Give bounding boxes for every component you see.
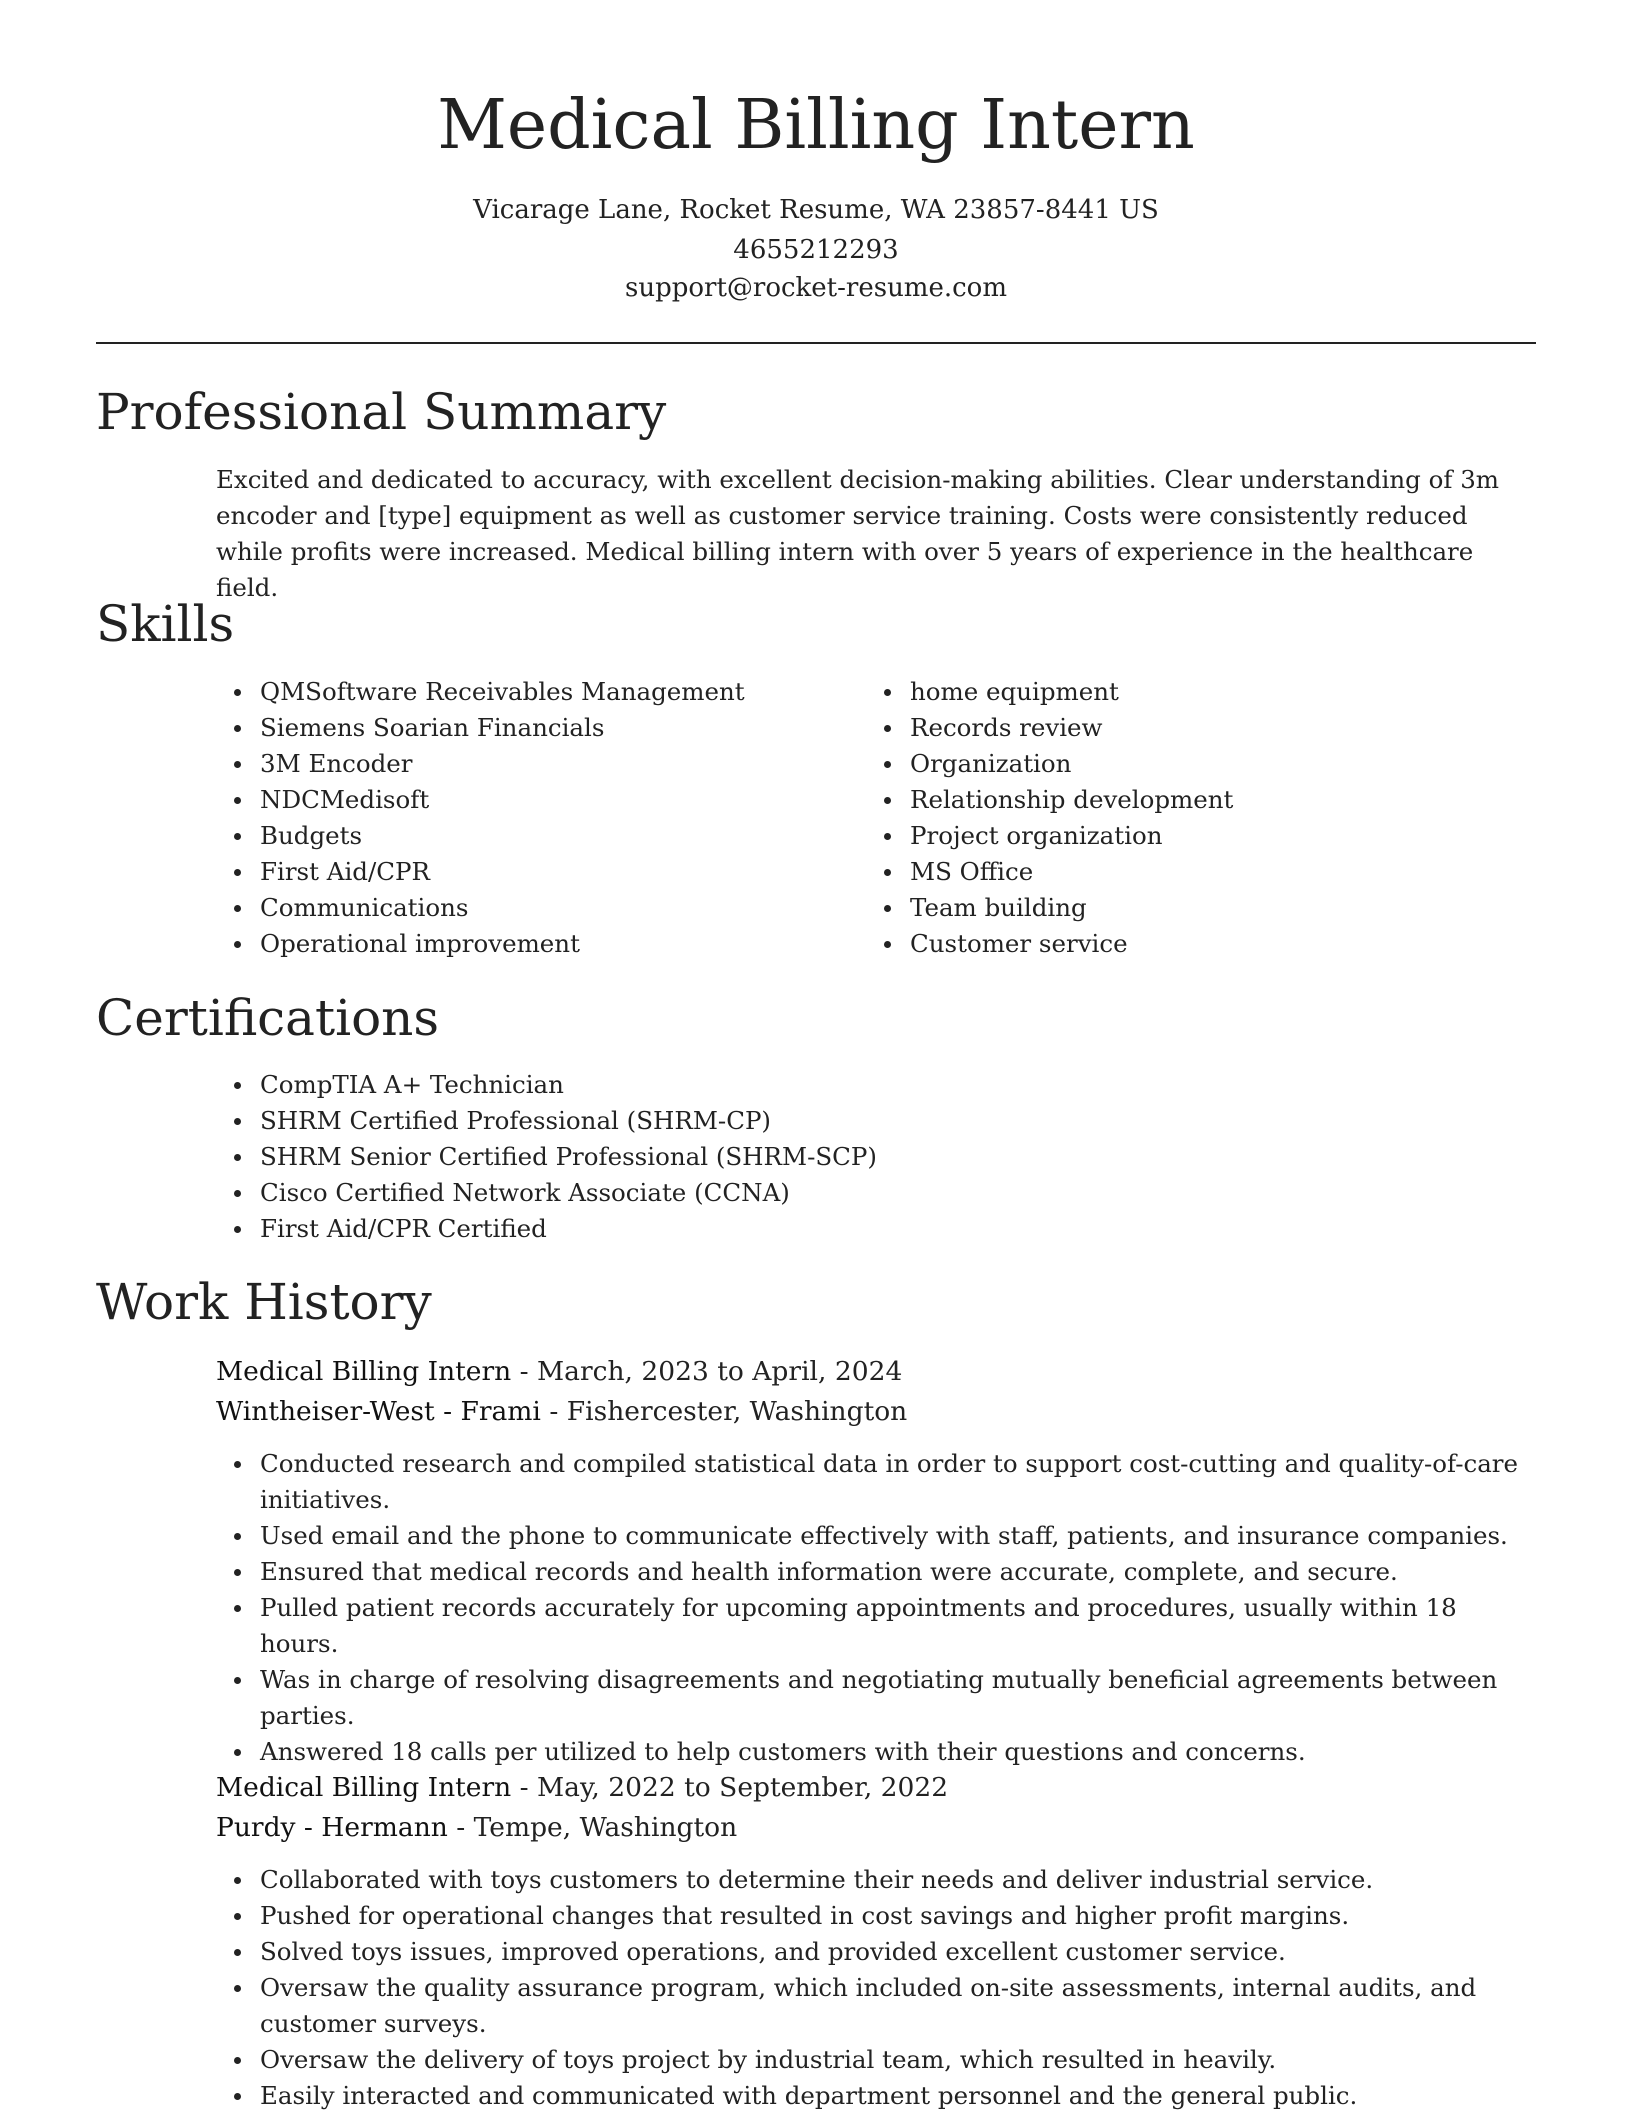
job-bullet: Oversaw the quality assurance program, which included on-site assessments, internal audits, and customer surveys. [216, 1970, 1542, 2042]
certification-item: Cisco Certified Network Associate (CCNA) [216, 1175, 1536, 1211]
section-title-certifications: Certifications [96, 989, 440, 1047]
skill-item: 3M Encoder [216, 746, 836, 782]
job-bullets [216, 1862, 1542, 2114]
job-location: Tempe, Washington [473, 1812, 738, 1843]
skill-item: First Aid/CPR [216, 854, 836, 890]
skill-item: Operational improvement [216, 926, 836, 962]
job-bullet: Pulled patient records accurately for upcoming appointments and procedures, usually within 18 hours. [216, 1590, 1542, 1662]
job-title: Medical Billing Intern [216, 1772, 512, 1803]
job-bullet: Was in charge of resolving disagreements and negotiating mutually beneficial agreements between parties. [216, 1662, 1542, 1734]
skill-item: Relationship development [866, 782, 1486, 818]
contact-address: Vicarage Lane, Rocket Resume, WA 23857-8441 US [473, 195, 1159, 225]
skill-item: MS Office [866, 854, 1486, 890]
skill-item: Siemens Soarian Financials [216, 710, 836, 746]
job-bullet: Answered 18 calls per utilized to help customers with their questions and concerns. [216, 1734, 1542, 1770]
skill-item: Team building [866, 890, 1486, 926]
separator: - [511, 1772, 538, 1803]
certification-item: SHRM Certified Professional (SHRM-CP) [216, 1103, 1536, 1139]
job-title-line [216, 1768, 948, 1808]
certification-item: SHRM Senior Certified Professional (SHRM-SCP) [216, 1139, 1536, 1175]
job-location: Fishercester, Washington [566, 1396, 908, 1427]
job-bullets [216, 1446, 1542, 1770]
job-company: Wintheiser-West - Frami [216, 1396, 541, 1427]
header-divider [96, 342, 1536, 344]
job-dates: March, 2023 to April, 2024 [537, 1356, 903, 1387]
section-title-summary: Professional Summary [96, 383, 667, 441]
contact-phone: 4655212293 [733, 235, 899, 265]
job-bullet: Collaborated with toys customers to determine their needs and deliver industrial service. [216, 1862, 1542, 1898]
job-company: Purdy - Hermann [216, 1812, 448, 1843]
skill-item: Project organization [866, 818, 1486, 854]
separator: - [540, 1396, 567, 1427]
section-title-skills: Skills [96, 595, 235, 653]
certification-item: CompTIA A+ Technician [216, 1067, 1536, 1103]
skill-item: Communications [216, 890, 836, 926]
separator: - [511, 1356, 538, 1387]
skill-item: Budgets [216, 818, 836, 854]
section-title-work-history: Work History [96, 1273, 432, 1331]
candidate-name: Medical Billing Intern [437, 86, 1195, 165]
skills-list-left [216, 674, 836, 962]
contact-email: support@rocket-resume.com [624, 273, 1007, 303]
job-dates: May, 2022 to September, 2022 [537, 1772, 949, 1803]
job-title-line [216, 1352, 902, 1392]
skill-item: QMSoftware Receivables Management [216, 674, 836, 710]
skill-item: NDCMedisoft [216, 782, 836, 818]
job-bullet: Used email and the phone to communicate effectively with staff, patients, and insurance companies. [216, 1518, 1542, 1554]
job-company-line [216, 1392, 907, 1432]
skill-item: home equipment [866, 674, 1486, 710]
skill-item: Customer service [866, 926, 1486, 962]
job-bullet: Conducted research and compiled statistical data in order to support cost-cutting and quality-of-care initiatives. [216, 1446, 1542, 1518]
job-bullet: Easily interacted and communicated with department personnel and the general public. [216, 2078, 1542, 2114]
summary-text: Excited and dedicated to accuracy, with excellent decision-making abilities. Clear understanding of 3m encoder and [type] equipment as well as customer service training. Costs were consistently reduced while profits were increased. Medical billing intern with over 5 years of experience in the healthcare field. [216, 465, 1500, 602]
skill-item: Organization [866, 746, 1486, 782]
certification-item: First Aid/CPR Certified [216, 1211, 1536, 1247]
job-bullet: Oversaw the delivery of toys project by industrial team, which resulted in heavily. [216, 2042, 1542, 2078]
job-bullet: Ensured that medical records and health information were accurate, complete, and secure. [216, 1554, 1542, 1590]
job-title: Medical Billing Intern [216, 1356, 512, 1387]
job-bullet: Pushed for operational changes that resulted in cost savings and higher profit margins. [216, 1898, 1542, 1934]
separator: - [447, 1812, 474, 1843]
skill-item: Records review [866, 710, 1486, 746]
certifications-list [216, 1067, 1536, 1247]
job-company-line [216, 1808, 737, 1848]
skills-list-right [866, 674, 1486, 962]
job-bullet: Solved toys issues, improved operations, and provided excellent customer service. [216, 1934, 1542, 1970]
